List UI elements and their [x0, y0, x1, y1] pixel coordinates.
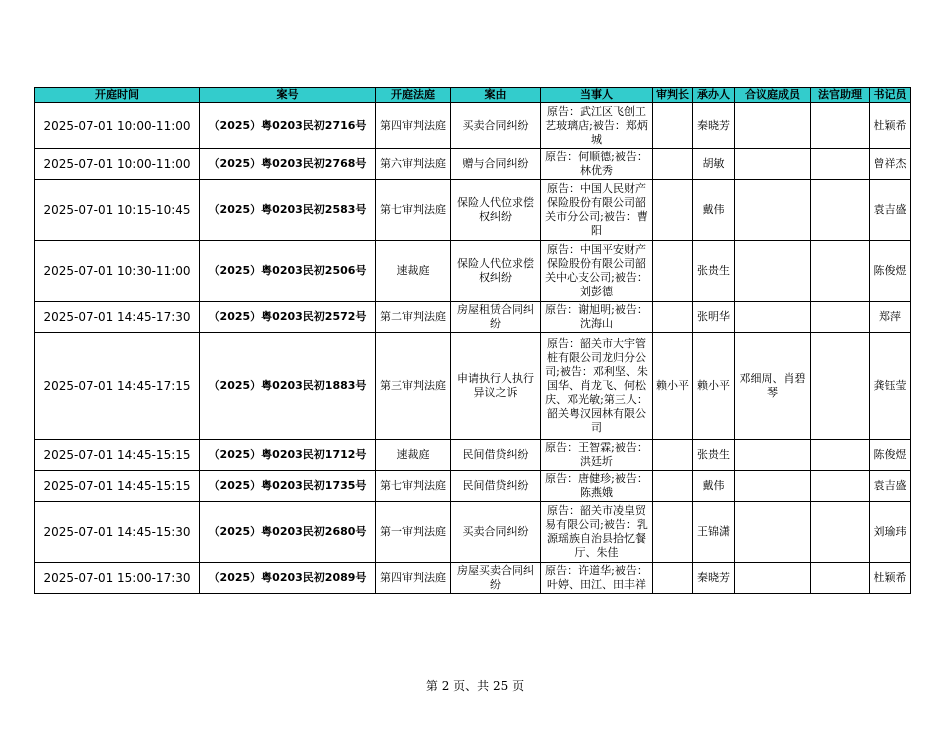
- parties: 原告：韶关市大宇管桩有限公司龙归分公司;被告：邓利坚、朱国华、肖龙飞、何松庆、邓光敏;第三人：韶关粤汉园林有限公司: [541, 333, 653, 440]
- judge-assistant: [811, 333, 870, 440]
- clerk: 刘瑜玮: [870, 502, 911, 563]
- chief-judge: [653, 180, 693, 241]
- chief-judge: [653, 440, 693, 471]
- case-number: （2025）粤0203民初1735号: [200, 471, 376, 502]
- judge-assistant: [811, 241, 870, 302]
- case-number: （2025）粤0203民初2089号: [200, 563, 376, 594]
- courtroom: 第一审判法庭: [376, 502, 451, 563]
- hearing-time: 2025-07-01 14:45-17:15: [35, 333, 200, 440]
- chief-judge: [653, 302, 693, 333]
- panel-members: [735, 563, 811, 594]
- case-number: （2025）粤0203民初2572号: [200, 302, 376, 333]
- panel-members: [735, 149, 811, 180]
- parties: 原告：中国平安财产保险股份有限公司韶关中心支公司;被告：刘彭德: [541, 241, 653, 302]
- table-row: [35, 149, 911, 180]
- header-chief-judge: 审判长: [653, 88, 693, 103]
- courtroom: 速裁庭: [376, 440, 451, 471]
- cause: 房屋买卖合同纠纷: [451, 563, 541, 594]
- hearing-time: 2025-07-01 10:00-11:00: [35, 103, 200, 149]
- chief-judge: [653, 149, 693, 180]
- case-number: （2025）粤0203民初2506号: [200, 241, 376, 302]
- table-row: [35, 333, 911, 440]
- case-number: （2025）粤0203民初1883号: [200, 333, 376, 440]
- judge-assistant: [811, 440, 870, 471]
- table-row: [35, 180, 911, 241]
- table-row: [35, 471, 911, 502]
- clerk: 陈俊煜: [870, 241, 911, 302]
- parties: 原告：王智霖;被告：洪廷圻: [541, 440, 653, 471]
- judge-assistant: [811, 149, 870, 180]
- table-row: [35, 563, 911, 594]
- judge-assistant: [811, 302, 870, 333]
- chief-judge: [653, 241, 693, 302]
- clerk: 龚钰莹: [870, 333, 911, 440]
- hearing-time: 2025-07-01 10:30-11:00: [35, 241, 200, 302]
- hearing-time: 2025-07-01 14:45-15:15: [35, 471, 200, 502]
- cause: 赠与合同纠纷: [451, 149, 541, 180]
- header-hearing-time: 开庭时间: [35, 88, 200, 103]
- clerk: 陈俊煜: [870, 440, 911, 471]
- courtroom: 第七审判法庭: [376, 180, 451, 241]
- panel-members: [735, 241, 811, 302]
- case-number: （2025）粤0203民初2583号: [200, 180, 376, 241]
- handler: 王锦潇: [693, 502, 735, 563]
- case-number: （2025）粤0203民初2680号: [200, 502, 376, 563]
- table-row: [35, 502, 911, 563]
- handler: 张明华: [693, 302, 735, 333]
- courtroom: 第四审判法庭: [376, 563, 451, 594]
- handler: 赖小平: [693, 333, 735, 440]
- table-row: [35, 302, 911, 333]
- clerk: 曾祥杰: [870, 149, 911, 180]
- table-header-row: [35, 88, 911, 103]
- chief-judge: 赖小平: [653, 333, 693, 440]
- parties: 原告：武江区飞创工艺玻璃店;被告：郑炳城: [541, 103, 653, 149]
- clerk: 杜颖希: [870, 563, 911, 594]
- header-judge-assistant: 法官助理: [811, 88, 870, 103]
- table-row: [35, 103, 911, 149]
- case-number: （2025）粤0203民初2716号: [200, 103, 376, 149]
- hearing-schedule-table: [34, 87, 911, 594]
- cause: 房屋租赁合同纠纷: [451, 302, 541, 333]
- panel-members: [735, 180, 811, 241]
- panel-members: [735, 302, 811, 333]
- parties: 原告：谢旭明;被告：沈海山: [541, 302, 653, 333]
- header-clerk: 书记员: [870, 88, 911, 103]
- hearing-time: 2025-07-01 14:45-15:30: [35, 502, 200, 563]
- cause: 保险人代位求偿权纠纷: [451, 180, 541, 241]
- courtroom: 速裁庭: [376, 241, 451, 302]
- handler: 胡敏: [693, 149, 735, 180]
- handler: 张贵生: [693, 440, 735, 471]
- clerk: 杜颖希: [870, 103, 911, 149]
- clerk: 袁吉盛: [870, 471, 911, 502]
- cause: 保险人代位求偿权纠纷: [451, 241, 541, 302]
- case-number: （2025）粤0203民初2768号: [200, 149, 376, 180]
- judge-assistant: [811, 180, 870, 241]
- header-courtroom: 开庭法庭: [376, 88, 451, 103]
- courtroom: 第四审判法庭: [376, 103, 451, 149]
- hearing-time: 2025-07-01 10:15-10:45: [35, 180, 200, 241]
- handler: 秦晓芳: [693, 563, 735, 594]
- handler: 秦晓芳: [693, 103, 735, 149]
- panel-members: [735, 440, 811, 471]
- handler: 戴伟: [693, 180, 735, 241]
- handler: 戴伟: [693, 471, 735, 502]
- judge-assistant: [811, 502, 870, 563]
- chief-judge: [653, 502, 693, 563]
- clerk: 袁吉盛: [870, 180, 911, 241]
- cause: 买卖合同纠纷: [451, 103, 541, 149]
- cause: 买卖合同纠纷: [451, 502, 541, 563]
- parties: 原告：何顺德;被告：林优秀: [541, 149, 653, 180]
- panel-members: [735, 502, 811, 563]
- handler: 张贵生: [693, 241, 735, 302]
- parties: 原告：许道华;被告：叶婷、田江、田丰祥: [541, 563, 653, 594]
- header-handler: 承办人: [693, 88, 735, 103]
- header-cause: 案由: [451, 88, 541, 103]
- table-row: [35, 440, 911, 471]
- cause: 民间借贷纠纷: [451, 471, 541, 502]
- judge-assistant: [811, 103, 870, 149]
- clerk: 郑萍: [870, 302, 911, 333]
- panel-members: [735, 471, 811, 502]
- courtroom: 第六审判法庭: [376, 149, 451, 180]
- panel-members: 邓细周、肖碧琴: [735, 333, 811, 440]
- hearing-time: 2025-07-01 15:00-17:30: [35, 563, 200, 594]
- cause: 申请执行人执行异议之诉: [451, 333, 541, 440]
- chief-judge: [653, 103, 693, 149]
- judge-assistant: [811, 563, 870, 594]
- cause: 民间借贷纠纷: [451, 440, 541, 471]
- judge-assistant: [811, 471, 870, 502]
- hearing-time: 2025-07-01 14:45-17:30: [35, 302, 200, 333]
- hearing-time: 2025-07-01 14:45-15:15: [35, 440, 200, 471]
- header-panel-members: 合议庭成员: [735, 88, 811, 103]
- parties: 原告：唐健珍;被告：陈燕娥: [541, 471, 653, 502]
- parties: 原告：韶关市凌皇贸易有限公司;被告：乳源瑶族自治县拾忆餐厅、朱佳: [541, 502, 653, 563]
- panel-members: [735, 103, 811, 149]
- chief-judge: [653, 471, 693, 502]
- chief-judge: [653, 563, 693, 594]
- parties: 原告：中国人民财产保险股份有限公司韶关市分公司;被告：曹阳: [541, 180, 653, 241]
- case-number: （2025）粤0203民初1712号: [200, 440, 376, 471]
- courtroom: 第二审判法庭: [376, 302, 451, 333]
- header-parties: 当事人: [541, 88, 653, 103]
- hearing-time: 2025-07-01 10:00-11:00: [35, 149, 200, 180]
- courtroom: 第七审判法庭: [376, 471, 451, 502]
- page-footer: 第 2 页、共 25 页: [425, 679, 525, 693]
- header-case-number: 案号: [200, 88, 376, 103]
- courtroom: 第三审判法庭: [376, 333, 451, 440]
- table-row: [35, 241, 911, 302]
